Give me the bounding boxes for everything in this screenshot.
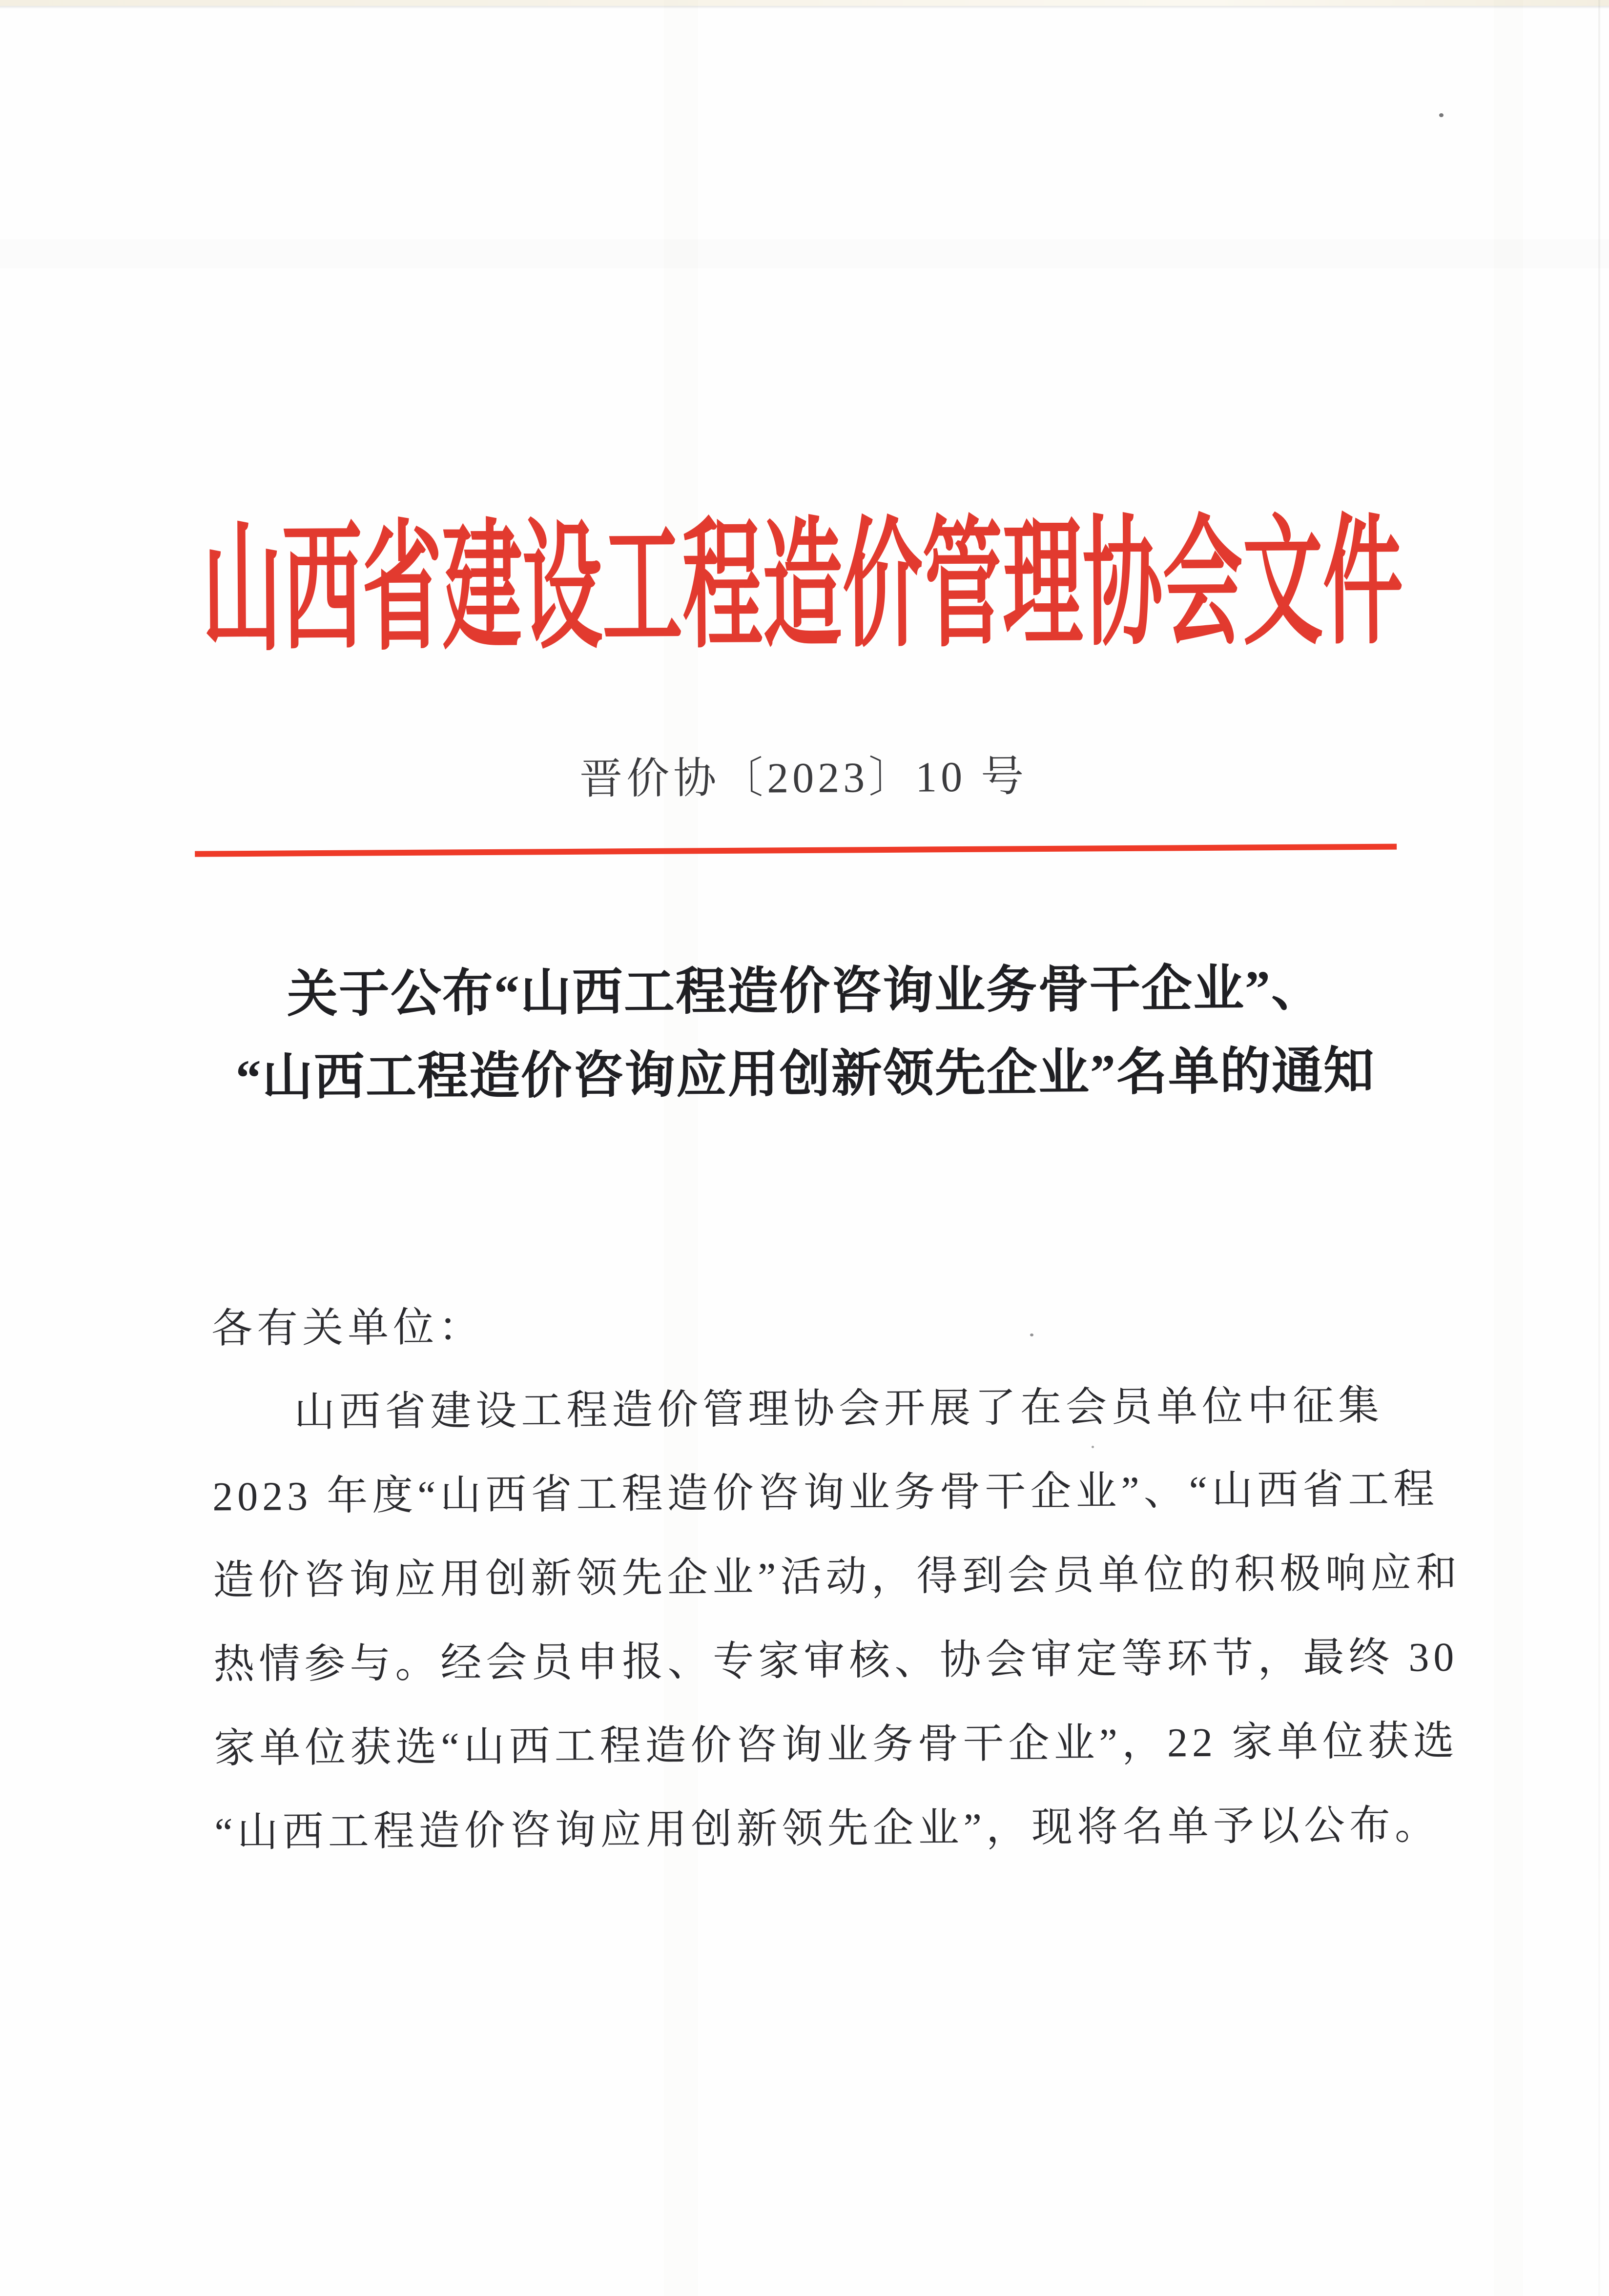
body-line: 山西省建设工程造价管理协会开展了在会员单位中征集	[293, 1383, 1384, 1435]
body-line: 热情参与。经会员申报、专家审核、协会审定等环节，最终 30	[213, 1634, 1459, 1688]
notice-title-line-1: 关于公布“山西工程造价咨询业务骨干企业”、	[287, 960, 1323, 1023]
body-line: 2023 年度“山西省工程造价咨询业务骨干企业”、“山西省工程	[212, 1467, 1439, 1520]
notice-title-line-2: “山西工程造价咨询应用创新领先企业”名单的通知	[235, 1043, 1376, 1107]
document-number: 晋价协〔2023〕10 号	[579, 753, 1028, 803]
org-header-title: 山西省建设工程造价管理协会文件	[201, 506, 1403, 669]
notice-title	[0, 945, 1609, 1121]
body-text-block	[211, 1280, 1462, 1875]
body-line: 造价咨询应用创新领先企业”活动，得到会员单位的积极响应和	[212, 1550, 1462, 1604]
body-line: “山西工程造价咨询应用创新领先企业”，现将名单予以公布。	[214, 1803, 1441, 1856]
salutation: 各有关单位：	[211, 1305, 484, 1352]
body-line: 家单位获选“山西工程造价咨询业务骨干企业”，22 家单位获选	[214, 1718, 1459, 1772]
red-divider-rule	[195, 844, 1397, 857]
